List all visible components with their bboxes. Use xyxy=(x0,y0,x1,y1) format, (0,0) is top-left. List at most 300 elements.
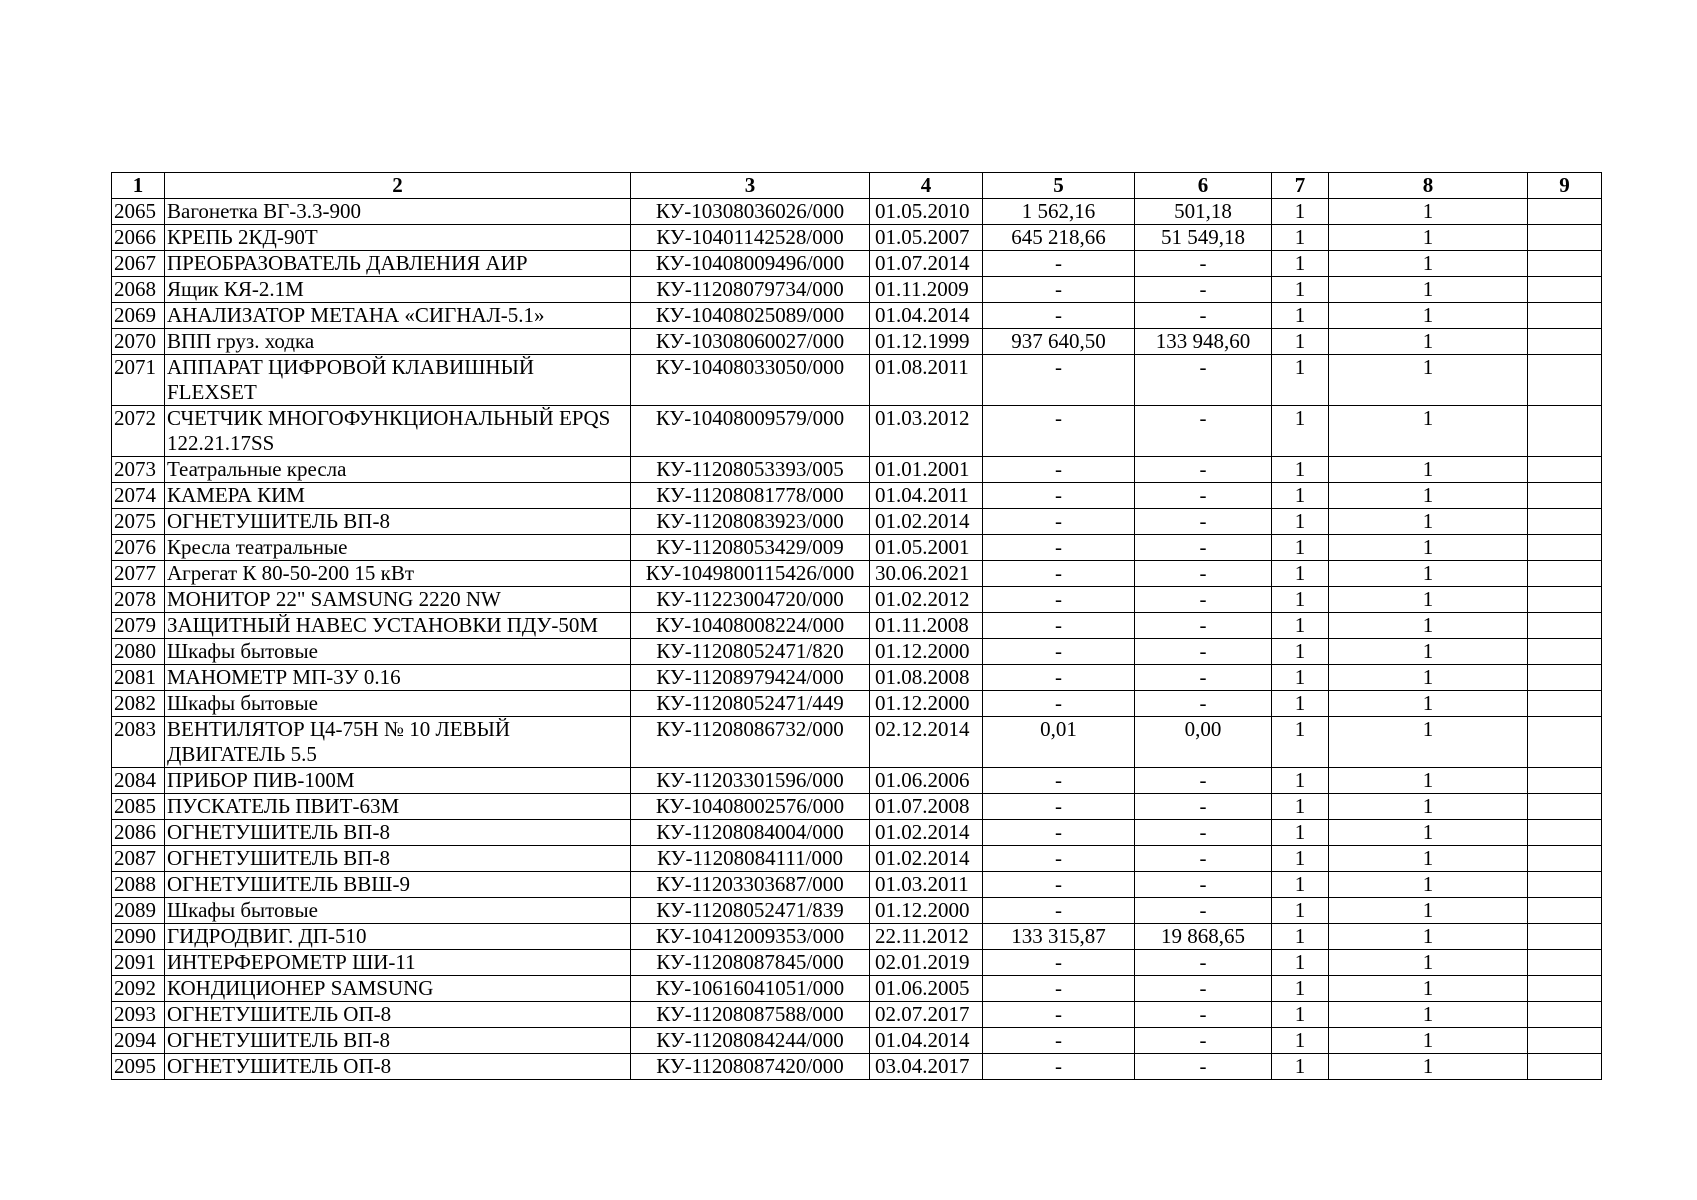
item-name-cell: КОНДИЦИОНЕР SAMSUNG xyxy=(165,976,631,1002)
table-row xyxy=(112,355,1602,406)
item-name-cell: Театральные кресла xyxy=(165,457,631,483)
residual-value-cell: - xyxy=(1135,820,1272,846)
initial-cost-cell: - xyxy=(983,1054,1135,1080)
table-row xyxy=(112,1002,1602,1028)
quantity-a-cell: 1 xyxy=(1272,587,1329,613)
item-name-cell: Агрегат К 80-50-200 15 кВт xyxy=(165,561,631,587)
quantity-a-cell: 1 xyxy=(1272,509,1329,535)
note-cell xyxy=(1528,199,1602,225)
inventory-number-cell: КУ-11208052471/839 xyxy=(631,898,870,924)
inventory-number-cell: КУ-11208087845/000 xyxy=(631,950,870,976)
quantity-a-cell: 1 xyxy=(1272,717,1329,768)
date-cell: 01.05.2010 xyxy=(870,199,983,225)
row-number-cell: 2082 xyxy=(112,691,165,717)
initial-cost-cell: - xyxy=(983,1002,1135,1028)
note-cell xyxy=(1528,768,1602,794)
table-row xyxy=(112,872,1602,898)
note-cell xyxy=(1528,1054,1602,1080)
residual-value-cell: - xyxy=(1135,303,1272,329)
inventory-number-cell: КУ-10412009353/000 xyxy=(631,924,870,950)
quantity-a-cell: 1 xyxy=(1272,561,1329,587)
quantity-b-cell: 1 xyxy=(1329,457,1528,483)
item-name-cell: ПРИБОР ПИВ-100М xyxy=(165,768,631,794)
residual-value-cell: - xyxy=(1135,898,1272,924)
inventory-number-cell: КУ-10408008224/000 xyxy=(631,613,870,639)
note-cell xyxy=(1528,303,1602,329)
quantity-b-cell: 1 xyxy=(1329,329,1528,355)
quantity-a-cell: 1 xyxy=(1272,1054,1329,1080)
item-name-cell: Ящик КЯ-2.1М xyxy=(165,277,631,303)
date-cell: 01.07.2008 xyxy=(870,794,983,820)
table-row xyxy=(112,976,1602,1002)
row-number-cell: 2066 xyxy=(112,225,165,251)
row-number-cell: 2083 xyxy=(112,717,165,768)
date-cell: 01.11.2009 xyxy=(870,277,983,303)
table-row xyxy=(112,483,1602,509)
inventory-number-cell: КУ-10408009579/000 xyxy=(631,406,870,457)
date-cell: 01.03.2012 xyxy=(870,406,983,457)
inventory-number-cell: КУ-11208052471/449 xyxy=(631,691,870,717)
row-number-cell: 2069 xyxy=(112,303,165,329)
item-name-cell: ОГНЕТУШИТЕЛЬ ВП-8 xyxy=(165,820,631,846)
row-number-cell: 2072 xyxy=(112,406,165,457)
row-number-cell: 2089 xyxy=(112,898,165,924)
row-number-cell: 2080 xyxy=(112,639,165,665)
initial-cost-cell: - xyxy=(983,1028,1135,1054)
residual-value-cell: - xyxy=(1135,535,1272,561)
row-number-cell: 2084 xyxy=(112,768,165,794)
note-cell xyxy=(1528,277,1602,303)
residual-value-cell: - xyxy=(1135,846,1272,872)
quantity-a-cell: 1 xyxy=(1272,329,1329,355)
row-number-cell: 2065 xyxy=(112,199,165,225)
initial-cost-cell: - xyxy=(983,483,1135,509)
quantity-a-cell: 1 xyxy=(1272,251,1329,277)
note-cell xyxy=(1528,898,1602,924)
table-row xyxy=(112,950,1602,976)
quantity-b-cell: 1 xyxy=(1329,199,1528,225)
item-name-cell: АНАЛИЗАТОР МЕТАНА «СИГНАЛ-5.1» xyxy=(165,303,631,329)
note-cell xyxy=(1528,717,1602,768)
row-number-cell: 2070 xyxy=(112,329,165,355)
item-name-cell: Шкафы бытовые xyxy=(165,639,631,665)
column-header-1: 1 xyxy=(112,173,165,199)
quantity-b-cell: 1 xyxy=(1329,483,1528,509)
row-number-cell: 2088 xyxy=(112,872,165,898)
inventory-number-cell: КУ-10408025089/000 xyxy=(631,303,870,329)
quantity-a-cell: 1 xyxy=(1272,225,1329,251)
inventory-number-cell: КУ-11208084111/000 xyxy=(631,846,870,872)
date-cell: 01.12.2000 xyxy=(870,691,983,717)
quantity-b-cell: 1 xyxy=(1329,1002,1528,1028)
residual-value-cell: - xyxy=(1135,483,1272,509)
table-row xyxy=(112,794,1602,820)
residual-value-cell: - xyxy=(1135,872,1272,898)
table-row xyxy=(112,251,1602,277)
item-name-cell: ИНТЕРФЕРОМЕТР ШИ-11 xyxy=(165,950,631,976)
note-cell xyxy=(1528,509,1602,535)
table-row xyxy=(112,717,1602,768)
item-name-cell: СЧЕТЧИК МНОГОФУНКЦИОНАЛЬНЫЙ EPQS 122.21.17SS xyxy=(165,406,631,457)
quantity-b-cell: 1 xyxy=(1329,950,1528,976)
date-cell: 01.04.2011 xyxy=(870,483,983,509)
residual-value-cell: 0,00 xyxy=(1135,717,1272,768)
item-name-cell: Вагонетка ВГ-3.3-900 xyxy=(165,199,631,225)
note-cell xyxy=(1528,225,1602,251)
quantity-b-cell: 1 xyxy=(1329,277,1528,303)
residual-value-cell: 51 549,18 xyxy=(1135,225,1272,251)
initial-cost-cell: - xyxy=(983,355,1135,406)
column-header-4: 4 xyxy=(870,173,983,199)
residual-value-cell: - xyxy=(1135,1002,1272,1028)
date-cell: 01.02.2014 xyxy=(870,846,983,872)
note-cell xyxy=(1528,329,1602,355)
quantity-a-cell: 1 xyxy=(1272,1002,1329,1028)
table-row xyxy=(112,768,1602,794)
quantity-a-cell: 1 xyxy=(1272,846,1329,872)
quantity-b-cell: 1 xyxy=(1329,976,1528,1002)
residual-value-cell: - xyxy=(1135,691,1272,717)
table-row xyxy=(112,303,1602,329)
inventory-number-cell: КУ-11203303687/000 xyxy=(631,872,870,898)
residual-value-cell: 501,18 xyxy=(1135,199,1272,225)
item-name-cell: Шкафы бытовые xyxy=(165,898,631,924)
table-row xyxy=(112,665,1602,691)
row-number-cell: 2095 xyxy=(112,1054,165,1080)
initial-cost-cell: 937 640,50 xyxy=(983,329,1135,355)
initial-cost-cell: - xyxy=(983,665,1135,691)
inventory-number-cell: КУ-10401142528/000 xyxy=(631,225,870,251)
row-number-cell: 2068 xyxy=(112,277,165,303)
date-cell: 01.08.2008 xyxy=(870,665,983,691)
date-cell: 01.05.2007 xyxy=(870,225,983,251)
initial-cost-cell: 1 562,16 xyxy=(983,199,1135,225)
table-row xyxy=(112,406,1602,457)
quantity-a-cell: 1 xyxy=(1272,406,1329,457)
inventory-number-cell: КУ-11208081778/000 xyxy=(631,483,870,509)
inventory-number-cell: КУ-10408033050/000 xyxy=(631,355,870,406)
initial-cost-cell: - xyxy=(983,457,1135,483)
date-cell: 02.07.2017 xyxy=(870,1002,983,1028)
column-header-2: 2 xyxy=(165,173,631,199)
quantity-b-cell: 1 xyxy=(1329,691,1528,717)
inventory-number-cell: КУ-10408002576/000 xyxy=(631,794,870,820)
inventory-number-cell: КУ-11208083923/000 xyxy=(631,509,870,535)
date-cell: 03.04.2017 xyxy=(870,1054,983,1080)
row-number-cell: 2085 xyxy=(112,794,165,820)
residual-value-cell: - xyxy=(1135,639,1272,665)
table-row xyxy=(112,561,1602,587)
note-cell xyxy=(1528,1002,1602,1028)
quantity-a-cell: 1 xyxy=(1272,898,1329,924)
initial-cost-cell: 645 218,66 xyxy=(983,225,1135,251)
quantity-a-cell: 1 xyxy=(1272,768,1329,794)
quantity-a-cell: 1 xyxy=(1272,457,1329,483)
date-cell: 01.02.2014 xyxy=(870,509,983,535)
initial-cost-cell: - xyxy=(983,691,1135,717)
inventory-number-cell: КУ-10308036026/000 xyxy=(631,199,870,225)
quantity-b-cell: 1 xyxy=(1329,820,1528,846)
column-header-5: 5 xyxy=(983,173,1135,199)
table-row xyxy=(112,509,1602,535)
quantity-b-cell: 1 xyxy=(1329,561,1528,587)
inventory-number-cell: КУ-10408009496/000 xyxy=(631,251,870,277)
inventory-number-cell: КУ-11208084244/000 xyxy=(631,1028,870,1054)
initial-cost-cell: - xyxy=(983,509,1135,535)
inventory-number-cell: КУ-11208084004/000 xyxy=(631,820,870,846)
item-name-cell: КАМЕРА КИМ xyxy=(165,483,631,509)
note-cell xyxy=(1528,535,1602,561)
note-cell xyxy=(1528,976,1602,1002)
date-cell: 22.11.2012 xyxy=(870,924,983,950)
row-number-cell: 2092 xyxy=(112,976,165,1002)
quantity-a-cell: 1 xyxy=(1272,199,1329,225)
table-header xyxy=(112,173,1602,199)
note-cell xyxy=(1528,924,1602,950)
initial-cost-cell: 0,01 xyxy=(983,717,1135,768)
row-number-cell: 2081 xyxy=(112,665,165,691)
quantity-b-cell: 1 xyxy=(1329,1054,1528,1080)
date-cell: 01.08.2011 xyxy=(870,355,983,406)
row-number-cell: 2094 xyxy=(112,1028,165,1054)
inventory-number-cell: КУ-11208979424/000 xyxy=(631,665,870,691)
date-cell: 01.12.2000 xyxy=(870,898,983,924)
initial-cost-cell: - xyxy=(983,976,1135,1002)
residual-value-cell: 19 868,65 xyxy=(1135,924,1272,950)
note-cell xyxy=(1528,846,1602,872)
initial-cost-cell: - xyxy=(983,303,1135,329)
table-row xyxy=(112,535,1602,561)
quantity-a-cell: 1 xyxy=(1272,535,1329,561)
table-row xyxy=(112,898,1602,924)
table-row xyxy=(112,613,1602,639)
table-row xyxy=(112,639,1602,665)
item-name-cell: МОНИТОР 22" SAMSUNG 2220 NW xyxy=(165,587,631,613)
inventory-table xyxy=(111,172,1602,1080)
quantity-b-cell: 1 xyxy=(1329,768,1528,794)
quantity-a-cell: 1 xyxy=(1272,950,1329,976)
quantity-a-cell: 1 xyxy=(1272,794,1329,820)
inventory-number-cell: КУ-11208087420/000 xyxy=(631,1054,870,1080)
row-number-cell: 2087 xyxy=(112,846,165,872)
residual-value-cell: 133 948,60 xyxy=(1135,329,1272,355)
initial-cost-cell: - xyxy=(983,768,1135,794)
item-name-cell: ЗАЩИТНЫЙ НАВЕС УСТАНОВКИ ПДУ-50М xyxy=(165,613,631,639)
date-cell: 01.02.2014 xyxy=(870,820,983,846)
date-cell: 01.05.2001 xyxy=(870,535,983,561)
item-name-cell: МАНОМЕТР МП-3У 0.16 xyxy=(165,665,631,691)
residual-value-cell: - xyxy=(1135,794,1272,820)
residual-value-cell: - xyxy=(1135,950,1272,976)
residual-value-cell: - xyxy=(1135,457,1272,483)
residual-value-cell: - xyxy=(1135,355,1272,406)
residual-value-cell: - xyxy=(1135,509,1272,535)
quantity-a-cell: 1 xyxy=(1272,483,1329,509)
note-cell xyxy=(1528,251,1602,277)
item-name-cell: ВЕНТИЛЯТОР Ц4-75Н № 10 ЛЕВЫЙ ДВИГАТЕЛЬ 5.5 xyxy=(165,717,631,768)
quantity-b-cell: 1 xyxy=(1329,846,1528,872)
inventory-number-cell: КУ-10308060027/000 xyxy=(631,329,870,355)
item-name-cell: Шкафы бытовые xyxy=(165,691,631,717)
date-cell: 01.03.2011 xyxy=(870,872,983,898)
row-number-cell: 2073 xyxy=(112,457,165,483)
table-row xyxy=(112,277,1602,303)
item-name-cell: ГИДРОДВИГ. ДП-510 xyxy=(165,924,631,950)
date-cell: 01.01.2001 xyxy=(870,457,983,483)
item-name-cell: ОГНЕТУШИТЕЛЬ ВВШ-9 xyxy=(165,872,631,898)
inventory-number-cell: КУ-11208087588/000 xyxy=(631,1002,870,1028)
table-row xyxy=(112,587,1602,613)
column-header-8: 8 xyxy=(1329,173,1528,199)
inventory-number-cell: КУ-11208053429/009 xyxy=(631,535,870,561)
date-cell: 01.06.2006 xyxy=(870,768,983,794)
quantity-b-cell: 1 xyxy=(1329,613,1528,639)
table-row xyxy=(112,1028,1602,1054)
residual-value-cell: - xyxy=(1135,768,1272,794)
note-cell xyxy=(1528,1028,1602,1054)
table-row xyxy=(112,1054,1602,1080)
date-cell: 01.07.2014 xyxy=(870,251,983,277)
date-cell: 30.06.2021 xyxy=(870,561,983,587)
row-number-cell: 2086 xyxy=(112,820,165,846)
quantity-b-cell: 1 xyxy=(1329,1028,1528,1054)
table-body xyxy=(112,199,1602,1080)
table-row xyxy=(112,820,1602,846)
residual-value-cell: - xyxy=(1135,1028,1272,1054)
quantity-a-cell: 1 xyxy=(1272,613,1329,639)
table-row xyxy=(112,924,1602,950)
row-number-cell: 2093 xyxy=(112,1002,165,1028)
inventory-number-cell: КУ-10616041051/000 xyxy=(631,976,870,1002)
residual-value-cell: - xyxy=(1135,587,1272,613)
date-cell: 01.12.1999 xyxy=(870,329,983,355)
quantity-b-cell: 1 xyxy=(1329,665,1528,691)
residual-value-cell: - xyxy=(1135,561,1272,587)
quantity-b-cell: 1 xyxy=(1329,509,1528,535)
quantity-a-cell: 1 xyxy=(1272,639,1329,665)
quantity-a-cell: 1 xyxy=(1272,277,1329,303)
row-number-cell: 2067 xyxy=(112,251,165,277)
table-row xyxy=(112,199,1602,225)
row-number-cell: 2091 xyxy=(112,950,165,976)
column-header-7: 7 xyxy=(1272,173,1329,199)
note-cell xyxy=(1528,483,1602,509)
item-name-cell: ОГНЕТУШИТЕЛЬ ОП-8 xyxy=(165,1002,631,1028)
item-name-cell: ОГНЕТУШИТЕЛЬ ВП-8 xyxy=(165,846,631,872)
note-cell xyxy=(1528,613,1602,639)
date-cell: 01.12.2000 xyxy=(870,639,983,665)
item-name-cell: ВПП груз. ходка xyxy=(165,329,631,355)
quantity-b-cell: 1 xyxy=(1329,251,1528,277)
initial-cost-cell: - xyxy=(983,613,1135,639)
initial-cost-cell: - xyxy=(983,251,1135,277)
quantity-b-cell: 1 xyxy=(1329,717,1528,768)
quantity-b-cell: 1 xyxy=(1329,924,1528,950)
residual-value-cell: - xyxy=(1135,976,1272,1002)
quantity-a-cell: 1 xyxy=(1272,872,1329,898)
date-cell: 01.02.2012 xyxy=(870,587,983,613)
date-cell: 02.12.2014 xyxy=(870,717,983,768)
inventory-number-cell: КУ-11208052471/820 xyxy=(631,639,870,665)
date-cell: 02.01.2019 xyxy=(870,950,983,976)
quantity-a-cell: 1 xyxy=(1272,820,1329,846)
row-number-cell: 2074 xyxy=(112,483,165,509)
table-row xyxy=(112,457,1602,483)
table-row xyxy=(112,225,1602,251)
column-header-3: 3 xyxy=(631,173,870,199)
quantity-b-cell: 1 xyxy=(1329,406,1528,457)
note-cell xyxy=(1528,691,1602,717)
quantity-b-cell: 1 xyxy=(1329,587,1528,613)
initial-cost-cell: 133 315,87 xyxy=(983,924,1135,950)
item-name-cell: ОГНЕТУШИТЕЛЬ ОП-8 xyxy=(165,1054,631,1080)
inventory-number-cell: КУ-11208086732/000 xyxy=(631,717,870,768)
item-name-cell: АППАРАТ ЦИФРОВОЙ КЛАВИШНЫЙ FLEXSET xyxy=(165,355,631,406)
note-cell xyxy=(1528,457,1602,483)
table-row xyxy=(112,846,1602,872)
date-cell: 01.04.2014 xyxy=(870,1028,983,1054)
quantity-b-cell: 1 xyxy=(1329,898,1528,924)
date-cell: 01.06.2005 xyxy=(870,976,983,1002)
note-cell xyxy=(1528,561,1602,587)
item-name-cell: ПРЕОБРАЗОВАТЕЛЬ ДАВЛЕНИЯ АИР xyxy=(165,251,631,277)
note-cell xyxy=(1528,872,1602,898)
residual-value-cell: - xyxy=(1135,1054,1272,1080)
note-cell xyxy=(1528,950,1602,976)
quantity-b-cell: 1 xyxy=(1329,303,1528,329)
initial-cost-cell: - xyxy=(983,872,1135,898)
item-name-cell: КРЕПЬ 2КД-90Т xyxy=(165,225,631,251)
note-cell xyxy=(1528,587,1602,613)
initial-cost-cell: - xyxy=(983,406,1135,457)
note-cell xyxy=(1528,639,1602,665)
initial-cost-cell: - xyxy=(983,820,1135,846)
date-cell: 01.11.2008 xyxy=(870,613,983,639)
residual-value-cell: - xyxy=(1135,613,1272,639)
header-row xyxy=(112,173,1602,199)
initial-cost-cell: - xyxy=(983,587,1135,613)
inventory-number-cell: КУ-1049800115426/000 xyxy=(631,561,870,587)
row-number-cell: 2077 xyxy=(112,561,165,587)
note-cell xyxy=(1528,794,1602,820)
table-row xyxy=(112,691,1602,717)
quantity-b-cell: 1 xyxy=(1329,535,1528,561)
initial-cost-cell: - xyxy=(983,794,1135,820)
row-number-cell: 2071 xyxy=(112,355,165,406)
quantity-a-cell: 1 xyxy=(1272,355,1329,406)
quantity-b-cell: 1 xyxy=(1329,225,1528,251)
quantity-b-cell: 1 xyxy=(1329,355,1528,406)
initial-cost-cell: - xyxy=(983,639,1135,665)
initial-cost-cell: - xyxy=(983,898,1135,924)
initial-cost-cell: - xyxy=(983,561,1135,587)
quantity-b-cell: 1 xyxy=(1329,794,1528,820)
item-name-cell: ОГНЕТУШИТЕЛЬ ВП-8 xyxy=(165,1028,631,1054)
row-number-cell: 2079 xyxy=(112,613,165,639)
date-cell: 01.04.2014 xyxy=(870,303,983,329)
initial-cost-cell: - xyxy=(983,846,1135,872)
item-name-cell: ОГНЕТУШИТЕЛЬ ВП-8 xyxy=(165,509,631,535)
column-header-6: 6 xyxy=(1135,173,1272,199)
note-cell xyxy=(1528,665,1602,691)
column-header-9: 9 xyxy=(1528,173,1602,199)
quantity-a-cell: 1 xyxy=(1272,303,1329,329)
quantity-a-cell: 1 xyxy=(1272,691,1329,717)
table-row xyxy=(112,329,1602,355)
quantity-a-cell: 1 xyxy=(1272,976,1329,1002)
item-name-cell: Кресла театральные xyxy=(165,535,631,561)
note-cell xyxy=(1528,406,1602,457)
